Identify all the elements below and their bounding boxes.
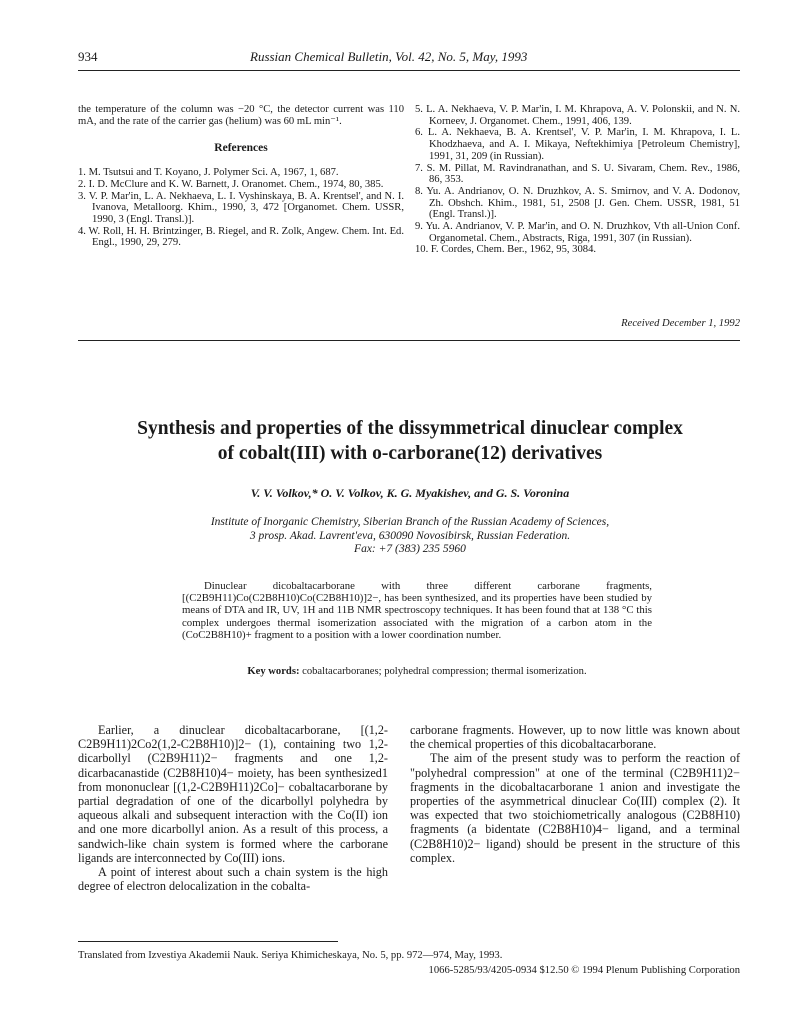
previous-article-right-column [415,104,740,256]
running-header [78,49,738,67]
abstract-text: Dinuclear dicobaltacarborane with three different carborane fragments, [(C2B9H11)Co(C2B8H10)Co(C2B8H10)]2−, has been synthesized, and its properties have been studied by means of DTA and IR, UV, 1H and 11B NMR spectroscopy techniques. It has been found that at 138 °C this complex undergoes thermal isomerization associated with the migration of a carbon atom in the (CoC2B8H10)+ fragment to a position with a lower coordination number. [182,580,652,641]
body-left-column [78,723,388,893]
article-title-line: of cobalt(III) with o-carborane(12) derivatives [217,443,603,464]
reference-item: 10. F. Cordes, Chem. Ber., 1962, 95, 3084. [415,244,597,256]
keywords [182,666,652,677]
abstract [182,580,652,641]
article-separator-rule [78,340,740,341]
keywords-label: Key words: [247,666,300,677]
body-right-column [410,723,740,865]
header-rule [78,70,740,71]
translation-note: Translated from Izvestiya Akademii Nauk. Seriya Khimicheskaya, No. 5, pp. 972—974, May, 1993. [78,950,503,961]
reference-item: 3. V. P. Mar'in, L. A. Nekhaeva, L. I. Vyshinskaya, B. A. Krentsel', and N. I. Ivanova, Metalloorg. Khim., 1990, 3, 472 [Organomet. Chem. USSR, 1990, 3 (Engl. Transl.)]. [78,190,404,225]
copyright-line: 1066-5285/93/4205-0934 $12.50 © 1994 Plenum Publishing Corporation [428,965,740,976]
page-number: 934 [78,49,98,64]
reference-item: 6. L. A. Nekhaeva, B. A. Krentsel', V. P. Mar'in, I. M. Khrapova, I. L. Khodzhaeva, and A. I. Mikaya, Neftekhimiya [Petroleum Chemistry], 1991, 31, 209 (in Russian). [415,127,740,162]
reference-item: 2. I. D. McClure and K. W. Barnett, J. Oranomet. Chem., 1974, 80, 385. [78,178,384,190]
affiliation-line: 3 prosp. Akad. Lavrent'eva, 630090 Novosibirsk, Russian Federation. [249,529,571,542]
body-paragraph: The aim of the present study was to perform the reaction of "polyhedral compression" at one of the terminal (C2B9H11)2− fragments in the dicobaltacarborane 1 anion and investigate the properties of the asymmetrical dinuclear Co(III) complex (2). It was expected that two stoichiometrically analogous (C2B8H10) fragments (a bidentate (C2B8H10)4− ligand, and a terminal (C2B8H10)2− ligand) should be present in the structure of this complex. [410,751,740,865]
reference-item: 9. Yu. A. Andrianov, V. P. Mar'in, and O. N. Druzhkov, Vth all-Union Conf. Organometal. Chem., Abstracts, Riga, 1991, 307 (in Russian). [415,221,740,244]
affiliation-line: Institute of Inorganic Chemistry, Siberian Branch of the Russian Academy of Sciences, [210,516,610,528]
reference-item: 5. L. A. Nekhaeva, V. P. Mar'in, I. M. Khrapova, A. V. Polonskii, and N. N. Korneev, J. Organomet. Chem., 1991, 406, 139. [415,104,740,127]
affiliation [110,516,710,557]
body-paragraph: Earlier, a dinuclear dicobaltacarborane, [(1,2-C2B9H11)2Co2(1,2-C2B8H10)]2− (1), containing two 1,2-dicarbollyl (C2B9H11)2− fragments and one 1,2-dicarbacanastide (C2B8H10)4− moiety, has been synthesized1 from mononuclear [(1,2-C2B9H11)2Co]− cobaltacarborane by partial degradation of one of the dicarbollyl polyhedra by aqueous alkali and subsequent interaction with the Co(II) ion and one more dicarbollyl anion. As a result of this process, a sandwich-like chain system is formed where the carborane ligands are interconnected by Co(III) ions. [78,723,388,865]
body-paragraph: carborane fragments. However, up to now little was known about the chemical properties of this dicobaltacarborane. [410,723,740,752]
authors: V. V. Volkov,* O. V. Volkov, K. G. Myakishev, and G. S. Voronina [250,486,570,500]
received-date: Received December 1, 1992 [621,318,740,329]
keywords-text: cobaltacarboranes; polyhedral compression; thermal isomerization. [302,666,587,677]
body-paragraph: A point of interest about such a chain system is the high degree of electron delocalization in the cobalta- [78,865,388,894]
reference-item: 8. Yu. A. Andrianov, O. N. Druzhkov, A. S. Smirnov, and V. A. Dodonov, Zh. Obshch. Khim., 1981, 51, 2508 [J. Gen. Chem. USSR, 1981, 51 (Engl. Transl.)]. [415,185,740,221]
reference-item: 1. M. Tsutsui and T. Koyano, J. Polymer Sci. A, 1967, 1, 687. [78,167,339,179]
footnote-rule [78,941,338,942]
article-title-line: Synthesis and properties of the dissymmetrical dinuclear complex [137,418,683,439]
previous-text: the temperature of the column was −20 °C, the detector current was 110 mA, and the rate of the carrier gas (helium) was 60 mL min⁻¹. [78,104,404,127]
references-heading: References [214,142,268,155]
footer [78,948,740,978]
article-title [90,416,730,466]
reference-item: 7. S. M. Pillat, M. Ravindranathan, and S. U. Sivaram, Chem. Rev., 1986, 86, 353. [415,162,740,186]
previous-article-left-column [78,104,404,249]
journal-title: Russian Chemical Bulletin, Vol. 42, No. 5, May, 1993 [250,49,528,64]
affiliation-line: Fax: +7 (383) 235 5960 [354,543,466,555]
reference-item: 4. W. Roll, H. H. Brintzinger, B. Riegel, and R. Zolk, Angew. Chem. Int. Ed. Engl., 1990, 29, 279. [78,225,404,249]
